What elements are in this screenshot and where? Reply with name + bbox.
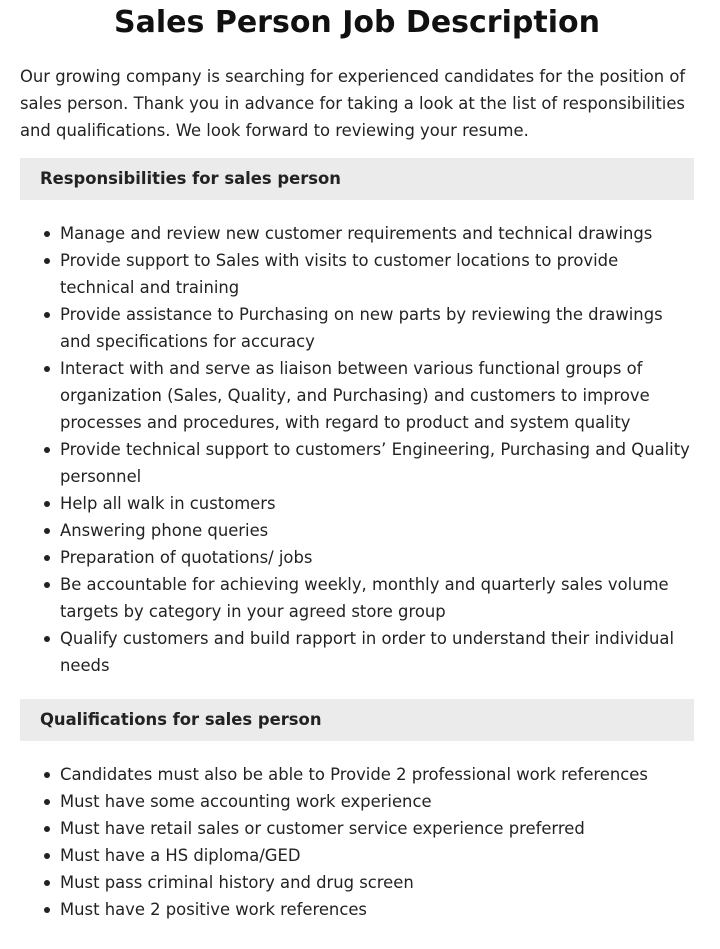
list-item: Must have some accounting work experience [60, 788, 694, 815]
responsibilities-heading: Responsibilities for sales person [20, 158, 694, 200]
responsibilities-list [20, 220, 694, 679]
list-item: Manage and review new customer requirements and technical drawings [60, 220, 694, 247]
list-item: Must pass criminal history and drug screen [60, 869, 694, 896]
page-title: Sales Person Job Description [114, 5, 600, 40]
list-item: Be accountable for achieving weekly, monthly and quarterly sales volume targets by category in your agreed store group [60, 571, 694, 625]
list-item: Must have retail sales or customer service experience preferred [60, 815, 694, 842]
list-item: Candidates must also be able to Provide 2 professional work references [60, 761, 694, 788]
list-item: Interact with and serve as liaison between various functional groups of organization (Sales, Quality, and Purchasing) and customers to improve processes and procedures, with regard to product and system quality [60, 355, 694, 436]
list-item: Must have 2 positive work references [60, 896, 694, 923]
list-item: Answering phone queries [60, 517, 694, 544]
list-item: Provide support to Sales with visits to customer locations to provide technical and training [60, 247, 694, 301]
qualifications-list [20, 761, 694, 923]
list-item: Provide assistance to Purchasing on new parts by reviewing the drawings and specifications for accuracy [60, 301, 694, 355]
list-item: Must have a HS diploma/GED [60, 842, 694, 869]
list-item: Provide technical support to customers’ Engineering, Purchasing and Quality personnel [60, 436, 694, 490]
intro-paragraph: Our growing company is searching for experienced candidates for the position of sales person. Thank you in advance for taking a look at the list of responsibilities and qualifications. We look forward to reviewing your resume. [20, 67, 686, 140]
qualifications-heading: Qualifications for sales person [20, 699, 694, 741]
list-item: Preparation of quotations/ jobs [60, 544, 694, 571]
list-item: Help all walk in customers [60, 490, 694, 517]
list-item: Qualify customers and build rapport in order to understand their individual needs [60, 625, 694, 679]
